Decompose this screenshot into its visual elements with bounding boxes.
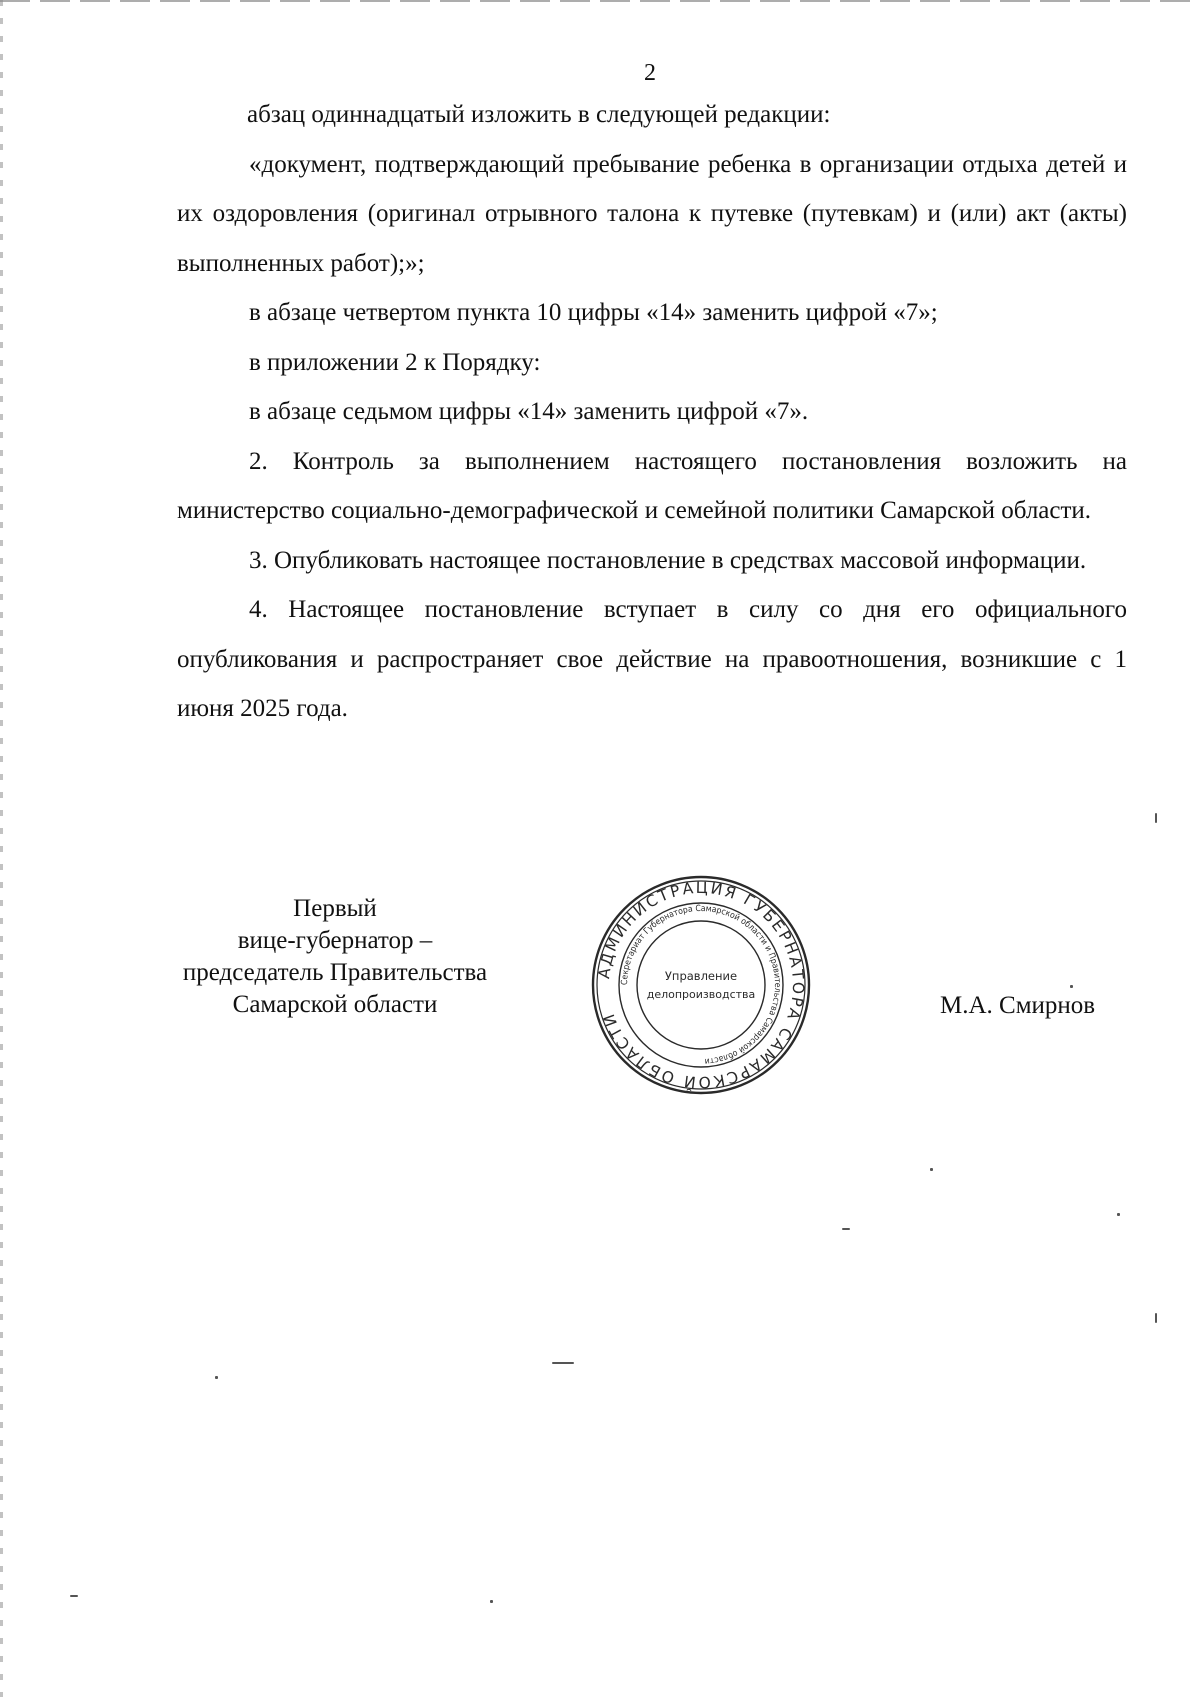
scan-speck [1117,1213,1120,1216]
scan-speck [215,1376,218,1379]
signatory-title-line-2: вице-губернатор – [237,927,433,954]
scan-left-edge [0,0,3,1697]
scan-speck [842,1228,850,1230]
paragraph-1: абзац одиннадцатый изложить в следующей редакции: [247,101,831,128]
scan-speck [552,1362,574,1364]
scan-speck [930,1168,933,1171]
stamp-inner-ring-text-path: Секретариат Губернатора Самарской области и Правительства Самарской области [619,903,783,1066]
signatory-title [150,893,520,1021]
page-number-text: 2 [644,60,656,86]
paragraph-7: 3. Опубликовать настоящее постановление в средствах массовой информации. [249,546,1087,574]
scan-speck [1155,1313,1157,1323]
signatory-title-line-4: Самарской области [232,991,438,1018]
page-number [0,60,1200,87]
official-seal-stamp [588,872,814,1098]
signatory-title-line-3: председатель Правительства [182,959,488,986]
stamp-middle-ring [619,903,783,1067]
scan-speck [490,1600,493,1603]
scan-speck [1155,813,1157,823]
scan-speck [70,1595,78,1597]
scan-speck [1070,985,1073,988]
stamp-inner-ring-text [620,904,782,1066]
paragraph-3: в абзаце четвертом пункта 10 цифры «14» заменить цифрой «7»; [249,299,938,326]
paragraph-2: «документ, подтверждающий пребывание ребенка в организации отдыха детей и их оздоровления (оригинал отрывного талона к путевке (путевкам) и (или) акт (акты) выполненных работ);»; [177,150,1127,277]
stamp-center-line-1: Управление [664,969,738,983]
paragraph-5: в абзаце седьмом цифры «14» заменить цифрой «7». [249,398,809,425]
signatory-name: М.А. Смирнов [940,992,1096,1019]
stamp-outer-text-path: АДМИНИСТРАЦИЯ ГУБЕРНАТОРА САМАРСКОЙ ОБЛАСТИ [595,878,808,1092]
paragraph-6: 2. Контроль за выполнением настоящего постановления возложить на министерство социально-демографической и семейной политики Самарской области. [177,447,1127,524]
paragraph-4: в приложении 2 к Порядку: [249,348,541,376]
stamp-inner-ring [637,921,765,1049]
stamp-center-line-2: делопроизводства [646,988,756,1001]
signatory-title-line-1: Первый [293,895,377,922]
paragraph-8: 4. Настоящее постановление вступает в силу со дня его официального опубликования и распространяет свое действие на правоотношения, возникшие с 1 июня 2025 года. [177,596,1127,722]
scan-top-edge [0,0,1200,2]
document-body [177,90,1127,734]
